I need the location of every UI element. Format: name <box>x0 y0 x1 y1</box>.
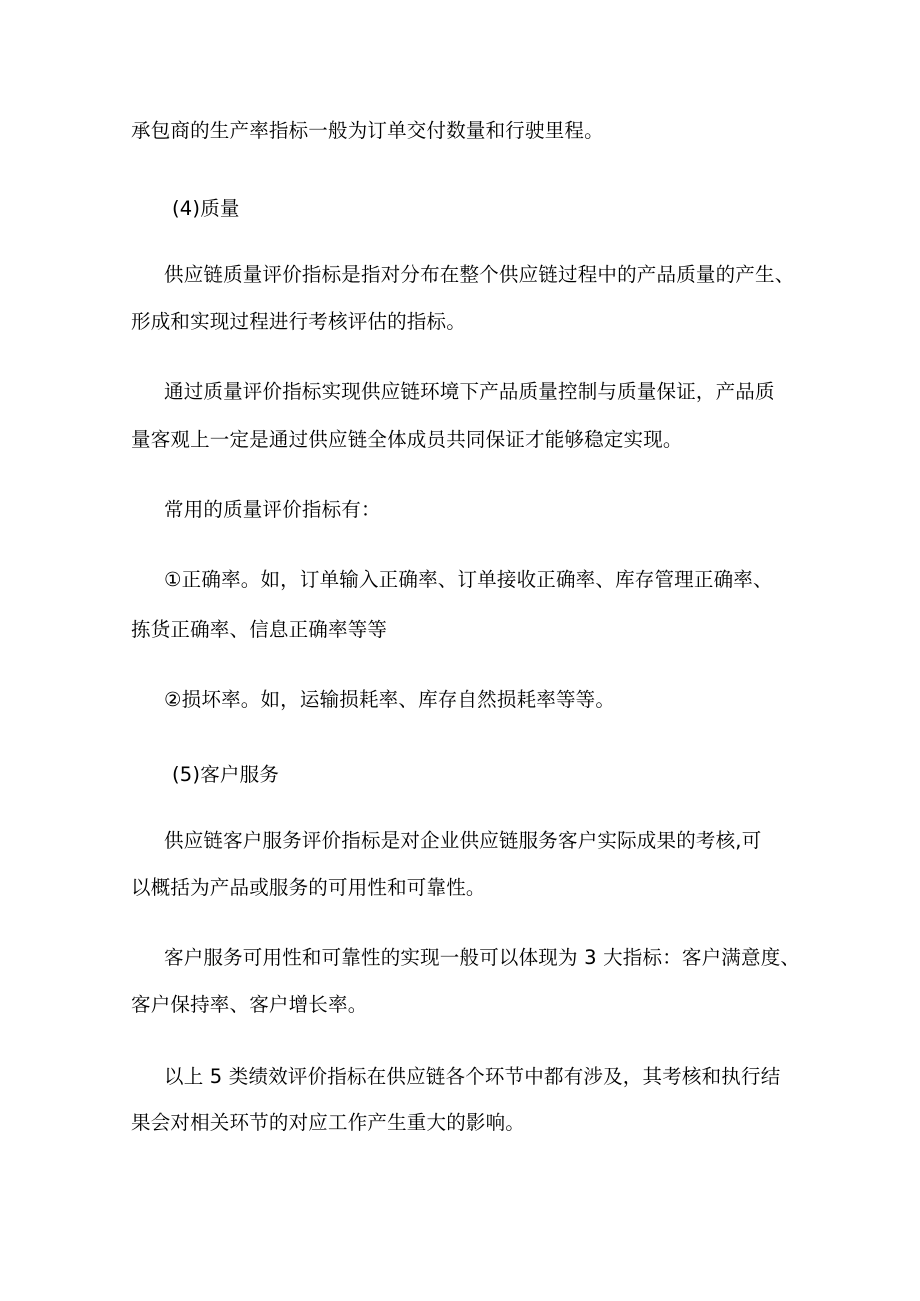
paragraph-intro-tail: 承包商的生产率指标一般为订单交付数量和行驶里程。 <box>131 119 604 142</box>
list-item-accuracy-line: ①正确率。如，订单输入正确率、订单接收正确率、库存管理正确率、 <box>164 568 773 591</box>
paragraph-customer-service-definition-line: 以概括为产品或服务的可用性和可靠性。 <box>131 876 486 899</box>
list-item-accuracy-line: 拣货正确率、信息正确率等等 <box>131 618 388 641</box>
paragraph-common-indicators-intro: 常用的质量评价指标有： <box>164 498 381 521</box>
heading-customer-service: (5)客户服务 <box>172 763 280 786</box>
paragraph-conclusion-line: 以上 5 类绩效评价指标在供应链各个环节中都有涉及，其考核和执行结 <box>164 1065 781 1088</box>
paragraph-quality-definition-line: 供应链质量评价指标是指对分布在整个供应链过程中的产品质量的产生、 <box>164 263 795 286</box>
paragraph-customer-service-definition-line: 供应链客户服务评价指标是对企业供应链服务客户实际成果的考核,可 <box>164 829 762 852</box>
paragraph-customer-service-indicators-line: 客户保持率、客户增长率。 <box>131 993 368 1016</box>
paragraph-conclusion-line: 果会对相关环节的对应工作产生重大的影响。 <box>131 1111 526 1134</box>
list-item-damage: ②损坏率。如，运输损耗率、库存自然损耗率等等。 <box>164 688 616 711</box>
paragraph-quality-purpose-line: 量客观上一定是通过供应链全体成员共同保证才能够稳定实现。 <box>131 428 683 451</box>
heading-quality: (4)质量 <box>172 197 240 220</box>
paragraph-customer-service-indicators-line: 客户服务可用性和可靠性的实现一般可以体现为 3 大指标：客户满意度、 <box>164 946 801 969</box>
paragraph-quality-purpose-line: 通过质量评价指标实现供应链环境下产品质量控制与质量保证，产品质 <box>164 380 775 403</box>
paragraph-quality-definition-line: 形成和实现过程进行考核评估的指标。 <box>131 310 466 333</box>
